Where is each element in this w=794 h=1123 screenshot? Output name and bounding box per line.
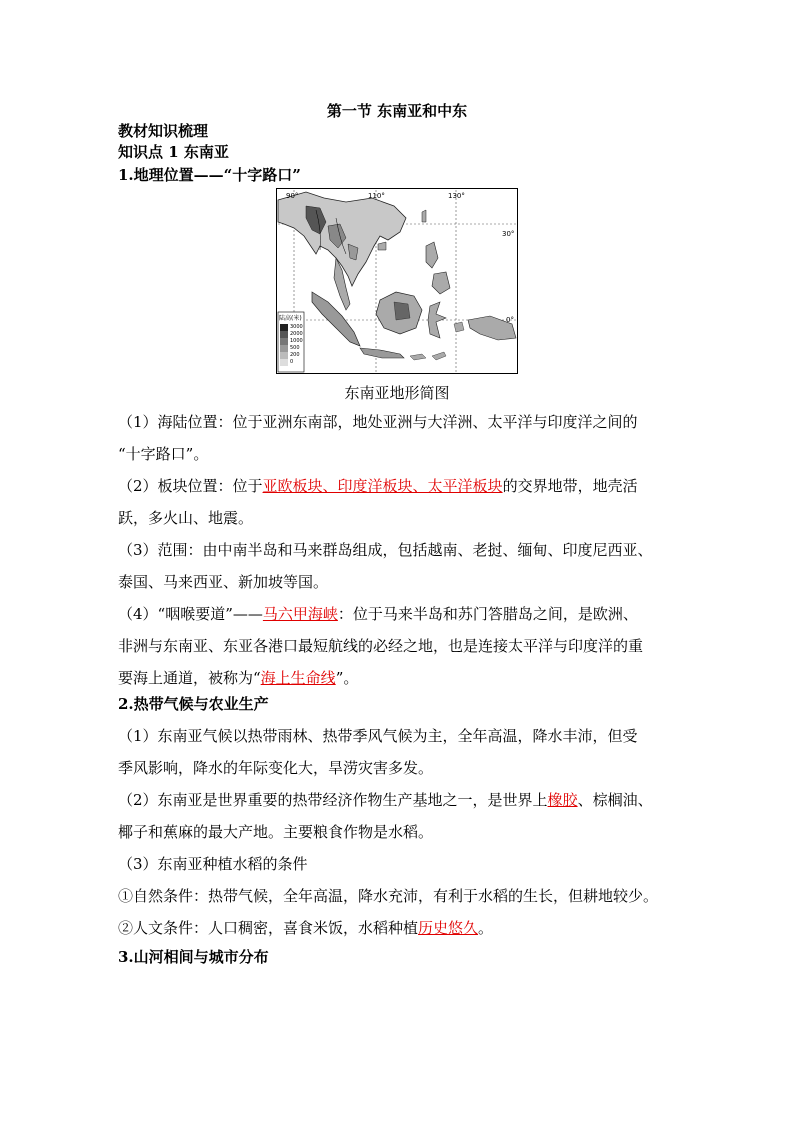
legend-value: 0 (290, 359, 294, 365)
lat-label-0: 0° (506, 316, 514, 324)
paragraph-climate (118, 720, 680, 784)
text-line: （1）海陆位置：位于亚洲东南部，地处亚洲与大洋洲、太平洋与印度洋之间的 (118, 413, 638, 431)
text-line: 椰子和蕉麻的最大产地。主要粮食作物是水稻。 (118, 823, 434, 841)
map-legend (278, 312, 304, 372)
text-line: 非洲与东南亚、东亚各港口最短航线的必经之地，也是连接太平洋与印度洋的重 (118, 637, 644, 655)
legend-value: 3000 (290, 324, 303, 330)
text-line: （3）范围：由中南半岛和马来群岛组成，包括越南、老挝、缅甸、印度尼西亚、 (118, 541, 653, 559)
text-line: 泰国、马来西亚、新加坡等国。 (118, 573, 329, 591)
knowledge-point-heading: 知识点 1 东南亚 (118, 143, 229, 161)
heading-mountains-rivers-cities: 3.山河相间与城市分布 (118, 948, 269, 966)
text-run: ：位于马来半岛和苏门答腊岛之间，是欧洲、 (337, 605, 638, 623)
southeast-asia-terrain-map (276, 188, 518, 374)
answer-plates: 亚欧板块、印度洋板块、太平洋板块 (262, 477, 503, 495)
text-line: （1）东南亚气候以热带雨林、热带季风气候为主，全年高温，降水丰沛，但受 (118, 727, 638, 745)
lon-label-110: 110° (368, 192, 385, 200)
section-heading: 教材知识梳理 (118, 122, 209, 140)
answer-malacca-strait: 马六甲海峡 (262, 605, 338, 623)
text-run: 要海上通道，被称为“ (118, 669, 261, 687)
lon-label-90: 90° (286, 192, 299, 200)
figure-caption: 东南亚地形简图 (344, 384, 450, 402)
legend-value: 500 (290, 345, 300, 351)
legend-value: 200 (290, 352, 300, 358)
text-line: 季风影响，降水的年际变化大，旱涝灾害多发。 (118, 759, 434, 777)
text-line (118, 662, 680, 694)
paragraph-plate-location (118, 470, 680, 534)
paragraph-scope (118, 534, 680, 598)
paragraph-human-conditions (118, 912, 680, 944)
text-run: 的交界地带，地壳活 (502, 477, 638, 495)
heading-geographic-location: 1.地理位置——“十字路口” (118, 166, 301, 184)
lon-label-130: 130° (448, 192, 465, 200)
text-line (118, 470, 680, 502)
text-run: （4）“咽喉要道”—— (118, 605, 263, 623)
paragraph-sea-land-location (118, 406, 680, 470)
text-run: 。 (478, 919, 494, 937)
text-line (118, 784, 680, 816)
paragraph-rice-conditions: （3）东南亚种植水稻的条件 (118, 855, 308, 873)
text-run: ②人文条件：人口稠密，喜食米饭，水稻种植 (118, 919, 419, 937)
legend-title: 陆高(米) (279, 315, 302, 322)
answer-rubber: 橡胶 (547, 791, 578, 809)
answer-long-history: 历史悠久 (418, 919, 479, 937)
answer-lifeline: 海上生命线 (260, 669, 336, 687)
text-run: ”。 (335, 669, 359, 687)
text-run: 、棕榈油、 (577, 791, 653, 809)
legend-value: 2000 (290, 331, 303, 337)
heading-climate-agriculture: 2.热带气候与农业生产 (118, 695, 269, 713)
paragraph-crops (118, 784, 680, 848)
paragraph-natural-conditions: ①自然条件：热带气候，全年高温，降水充沛，有利于水稻的生长，但耕地较少。 (118, 887, 659, 905)
page-title: 第一节 东南亚和中东 (326, 102, 468, 120)
legend-value: 1000 (290, 338, 303, 344)
text-line (118, 598, 680, 630)
text-line: “十字路口”。 (118, 445, 209, 463)
map-graphic (276, 188, 518, 374)
text-run: （2）东南亚是世界重要的热带经济作物生产基地之一，是世界上 (118, 791, 548, 809)
paragraph-strait (118, 598, 680, 694)
lat-label-30: 30° (502, 230, 515, 238)
text-line: 跃，多火山、地震。 (118, 509, 254, 527)
text-run: （2）板块位置：位于 (118, 477, 263, 495)
